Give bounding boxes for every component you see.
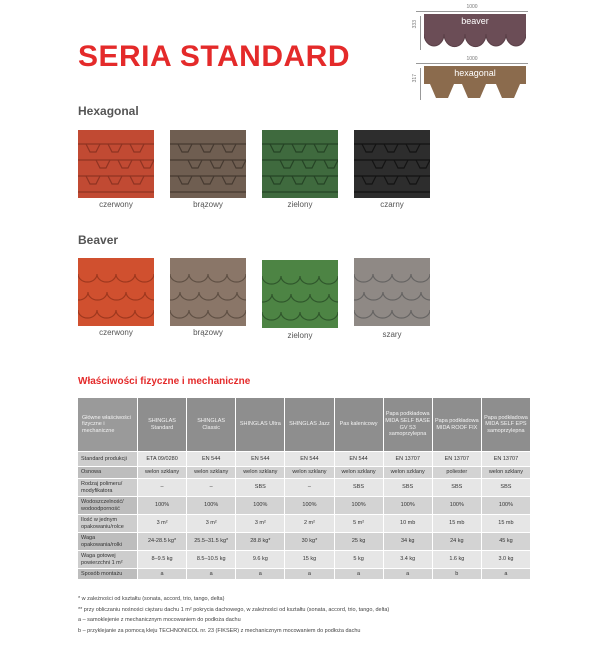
swatch-label: czerwony	[99, 200, 133, 209]
table-cell: –	[285, 479, 334, 497]
table-cell: welon szklany	[285, 467, 334, 479]
table-cell: 100%	[187, 497, 236, 515]
table-cell: welon szklany	[383, 467, 432, 479]
hexagonal-profile-diagram	[412, 56, 532, 102]
swatch-label: zielony	[287, 200, 313, 209]
table-row-label: Osnowa	[78, 467, 138, 479]
table-cell: 25 kg	[334, 533, 383, 551]
table-cell: EN 544	[334, 452, 383, 467]
table-cell: 3.0 kg	[481, 551, 530, 569]
table-cell: 5 m²	[334, 515, 383, 533]
hexagonal-profile-width: 1000	[466, 56, 478, 62]
table-cell: poliester	[432, 467, 481, 479]
table-cell: welon szklany	[187, 467, 236, 479]
beaver-profile-label: beaver	[424, 14, 526, 28]
table-cell: EN 13707	[383, 452, 432, 467]
swatch-hexagonal-czerwony	[78, 130, 154, 198]
table-cell: 5 kg	[334, 551, 383, 569]
table-cell: EN 13707	[432, 452, 481, 467]
table-cell: a	[383, 569, 432, 580]
page-title: SERIA STANDARD	[78, 40, 351, 73]
table-cell: a	[481, 569, 530, 580]
swatch-beaver-zielony	[262, 260, 338, 328]
table-cell: 28.8 kg*	[236, 533, 285, 551]
table-row-label: Rodzaj polimeru/ modyfikatora	[78, 479, 138, 497]
table-header-cell: SHINGLAS Classic	[187, 398, 236, 452]
table-row	[78, 569, 531, 580]
beaver-width-dimension-line	[416, 11, 528, 12]
table-row-label: Ilość w jednym opakowaniu/rolce	[78, 515, 138, 533]
beaver-height-dimension-line	[420, 16, 421, 50]
footnotes	[78, 594, 389, 636]
table-cell: SBS	[432, 479, 481, 497]
table-row-label: Waga opakowania/rolki	[78, 533, 138, 551]
properties-table	[77, 397, 531, 580]
table-cell: a	[334, 569, 383, 580]
table-cell: EN 544	[187, 452, 236, 467]
table-cell: EN 544	[285, 452, 334, 467]
table-cell: 100%	[236, 497, 285, 515]
beaver-section-title: Beaver	[78, 233, 119, 247]
footnote: * w zależności od kształtu (sonata, accord, trio, tango, delta)	[78, 596, 225, 602]
table-header-cell: SHINGLAS Jazz	[285, 398, 334, 452]
table-cell: 34 kg	[383, 533, 432, 551]
table-cell: ETA 09/0280	[138, 452, 187, 467]
table-cell: b	[432, 569, 481, 580]
table-row-label: Waga gotowej powierzchni 1 m²	[78, 551, 138, 569]
table-row	[78, 467, 531, 479]
table-cell: –	[187, 479, 236, 497]
table-cell: welon szklany	[481, 467, 530, 479]
table-cell: EN 544	[236, 452, 285, 467]
swatch-hexagonal-czarny	[354, 130, 430, 198]
table-cell: 15 kg	[285, 551, 334, 569]
table-cell: 8–9.5 kg	[138, 551, 187, 569]
table-cell: 100%	[334, 497, 383, 515]
swatch-beaver-szary	[354, 258, 430, 326]
swatch-label: brązowy	[193, 200, 223, 209]
swatch-hexagonal-zielony	[262, 130, 338, 198]
hexagonal-height-dimension-line	[420, 68, 421, 100]
hexagonal-profile-label: hexagonal	[424, 66, 526, 80]
table-cell: 100%	[285, 497, 334, 515]
table-cell: a	[187, 569, 236, 580]
table-header-cell: Papa podkładowa MIDA ROOF FIX	[432, 398, 481, 452]
table-cell: 2 m²	[285, 515, 334, 533]
table-row	[78, 515, 531, 533]
table-cell: 3 m²	[187, 515, 236, 533]
table-cell: SBS	[236, 479, 285, 497]
footnote: ** przy obliczaniu nośności ciężaru dachu 1 m² pokrycia dachowego, w zależności od kształtu (sonata, accord, trio, tango, delta)	[78, 606, 390, 613]
table-cell: SBS	[334, 479, 383, 497]
table-cell: 8.5–10.5 kg	[187, 551, 236, 569]
table-row-label: Standard produkcji	[78, 452, 138, 467]
table-cell: 100%	[383, 497, 432, 515]
footnote: b – przyklejanie za pomocą kleju TECHNONICOL nr. 23 (FIKSER) z mechanicznym mocowaniem do podłoża dachu	[78, 627, 361, 634]
table-cell: a	[138, 569, 187, 580]
hexagonal-section-title: Hexagonal	[78, 104, 139, 118]
table-cell: 1.6 kg	[432, 551, 481, 569]
table-cell: welon szklany	[138, 467, 187, 479]
beaver-scallop-edge	[424, 28, 526, 52]
table-cell: 15 mb	[432, 515, 481, 533]
table-cell: SBS	[383, 479, 432, 497]
table-cell: 45 kg	[481, 533, 530, 551]
table-row	[78, 533, 531, 551]
table-header-cell: SHINGLAS Standard	[138, 398, 187, 452]
hexagonal-width-dimension-line	[416, 63, 528, 64]
table-cell: 10 mb	[383, 515, 432, 533]
table-cell: 15 mb	[481, 515, 530, 533]
table-cell: 3 m²	[138, 515, 187, 533]
table-cell: 100%	[481, 497, 530, 515]
swatch-label: czerwony	[99, 328, 133, 337]
footnote: a – samoklejenie z mechanicznym mocowaniem do podłoża dachu	[78, 617, 241, 623]
table-cell: 25.5–31.5 kg*	[187, 533, 236, 551]
hexagonal-profile-height: 317	[412, 74, 418, 83]
table-cell: 24-28.5 kg*	[138, 533, 187, 551]
table-header-cell: Pas kalenicowy	[334, 398, 383, 452]
table-cell: 30 kg*	[285, 533, 334, 551]
table-cell: EN 13707	[481, 452, 530, 467]
table-row	[78, 497, 531, 515]
table-row	[78, 479, 531, 497]
table-cell: 24 kg	[432, 533, 481, 551]
table-cell: 100%	[432, 497, 481, 515]
table-row	[78, 551, 531, 569]
table-header-cell: SHINGLAS Ultra	[236, 398, 285, 452]
table-cell: 100%	[138, 497, 187, 515]
beaver-profile-width: 1000	[466, 4, 478, 10]
swatch-label: czarny	[380, 200, 404, 209]
table-header-label: Główne właściwości fizyczne i mechaniczne	[78, 398, 138, 452]
beaver-profile-diagram	[412, 4, 532, 52]
swatch-label: szary	[382, 330, 402, 339]
swatch-hexagonal-brazowy	[170, 130, 246, 198]
swatch-label: brązowy	[193, 328, 223, 337]
table-cell: welon szklany	[236, 467, 285, 479]
table-cell: 9.6 kg	[236, 551, 285, 569]
table-header-cell: Papa podkładowa MIDA SELF BASE GV S3 samoprzylepna	[383, 398, 432, 452]
table-cell: a	[236, 569, 285, 580]
swatch-beaver-brazowy	[170, 258, 246, 326]
table-cell: 3 m²	[236, 515, 285, 533]
hexagonal-tab-edge	[424, 80, 526, 102]
table-row	[78, 452, 531, 467]
table-cell: welon szklany	[334, 467, 383, 479]
swatch-beaver-czerwony	[78, 258, 154, 326]
table-header-cell: Papa podkładowa MIDA SELF EPS samoprzylepna	[481, 398, 530, 452]
table-row-label: Sposób montażu	[78, 569, 138, 580]
properties-title: Właściwości fizyczne i mechaniczne	[78, 376, 251, 387]
swatch-label: zielony	[287, 331, 313, 340]
beaver-profile-height: 333	[412, 20, 418, 29]
table-cell: SBS	[481, 479, 530, 497]
table-header-row	[78, 398, 531, 452]
table-cell: 3.4 kg	[383, 551, 432, 569]
table-cell: –	[138, 479, 187, 497]
table-cell: a	[285, 569, 334, 580]
table-row-label: Wodoszczelność/ wodoodporność	[78, 497, 138, 515]
